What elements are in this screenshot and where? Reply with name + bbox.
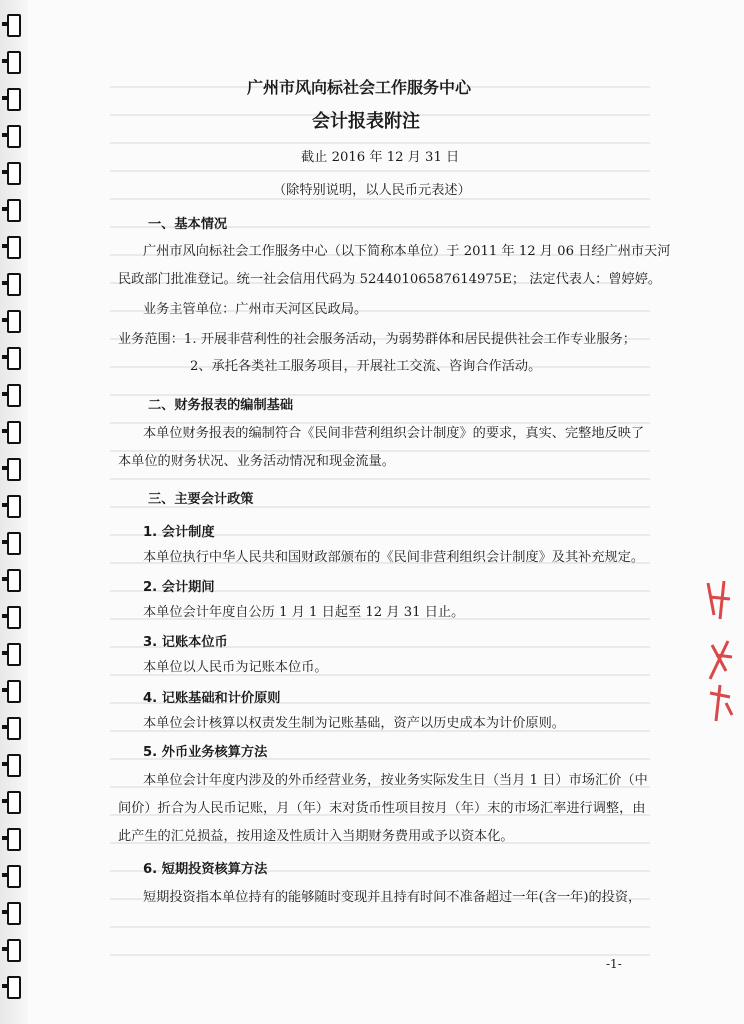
paragraph-line: 本单位的财务状况、业务活动情况和现金流量。 bbox=[118, 454, 395, 469]
red-stamp-mark bbox=[702, 575, 736, 725]
binding-ring bbox=[7, 717, 21, 740]
binding-ring bbox=[7, 495, 21, 518]
binding-ring bbox=[7, 976, 21, 999]
binding-ring bbox=[7, 421, 21, 444]
binding-ring bbox=[7, 458, 21, 481]
subsection-heading: 1. 会计制度 bbox=[143, 525, 215, 540]
binding-ring bbox=[7, 310, 21, 333]
date-line: 截止 2016 年 12 月 31 日 bbox=[301, 150, 460, 165]
binding-ring bbox=[7, 384, 21, 407]
paragraph-line: 本单位以人民币为记账本位币。 bbox=[143, 660, 328, 675]
org-name: 广州市风向标社会工作服务中心 bbox=[247, 78, 472, 97]
binding-ring bbox=[7, 273, 21, 296]
binding-ring bbox=[7, 88, 21, 111]
binding-ring bbox=[7, 347, 21, 370]
binding-ring bbox=[7, 828, 21, 851]
binding-ring bbox=[7, 865, 21, 888]
subsection-heading: 2. 会计期间 bbox=[143, 580, 215, 595]
paragraph-line: 2、承托各类社工服务项目，开展社工交流、咨询合作活动。 bbox=[190, 359, 542, 374]
doc-title: 会计报表附注 bbox=[312, 111, 420, 132]
paragraph-line: 业务范围：1. 开展非营利性的社会服务活动，为弱势群体和居民提供社会工作专业服务； bbox=[118, 332, 636, 347]
paragraph-line: 此产生的汇兑损益，按用途及性质计入当期财务费用或予以资本化。 bbox=[118, 829, 514, 844]
currency-note: （除特别说明，以人民币元表述） bbox=[273, 183, 471, 198]
section-heading: 二、财务报表的编制基础 bbox=[148, 398, 294, 413]
binding-ring bbox=[7, 680, 21, 703]
binding-ring bbox=[7, 532, 21, 555]
paragraph-line: 业务主管单位：广州市天河区民政局。 bbox=[143, 302, 368, 317]
paragraph-line: 本单位会计年度自公历 1 月 1 日起至 12 月 31 日止。 bbox=[143, 605, 465, 620]
binding-ring bbox=[7, 569, 21, 592]
paragraph-line: 广州市风向标社会工作服务中心（以下简称本单位）于 2011 年 12 月 06 日经广州市天河 bbox=[143, 244, 671, 259]
binding-ring bbox=[7, 14, 21, 37]
section-heading: 三、主要会计政策 bbox=[148, 492, 254, 507]
binding-ring bbox=[7, 606, 21, 629]
binding-ring bbox=[7, 236, 21, 259]
spiral-binding bbox=[0, 0, 28, 1024]
subsection-heading: 6. 短期投资核算方法 bbox=[143, 862, 268, 877]
paragraph-line: 本单位执行中华人民共和国财政部颁布的《民间非营利组织会计制度》及其补充规定。 bbox=[143, 550, 645, 565]
page-number: -1- bbox=[606, 957, 622, 971]
binding-ring bbox=[7, 51, 21, 74]
binding-ring bbox=[7, 162, 21, 185]
binding-ring bbox=[7, 643, 21, 666]
subsection-heading: 4. 记账基础和计价原则 bbox=[143, 691, 281, 706]
binding-ring bbox=[7, 791, 21, 814]
subsection-heading: 5. 外币业务核算方法 bbox=[143, 745, 268, 760]
paragraph-line: 短期投资指本单位持有的能够随时变现并且持有时间不准备超过一年(含一年)的投资， bbox=[143, 890, 642, 905]
paragraph-line: 本单位财务报表的编制符合《民间非营利组织会计制度》的要求，真实、完整地反映了 bbox=[143, 426, 645, 441]
section-heading: 一、基本情况 bbox=[148, 217, 228, 232]
subsection-heading: 3. 记账本位币 bbox=[143, 635, 228, 650]
binding-ring bbox=[7, 125, 21, 148]
paragraph-line: 间价）折合为人民币记账，月（年）末对货币性项目按月（年）末的市场汇率进行调整，由 bbox=[118, 801, 646, 816]
binding-ring bbox=[7, 902, 21, 925]
paragraph-line: 本单位会计核算以权责发生制为记账基础，资产以历史成本为计价原则。 bbox=[143, 716, 565, 731]
binding-ring bbox=[7, 199, 21, 222]
paragraph-line: 民政部门批准登记。统一社会信用代码为 52440106587614975E； 法定代表人：曾婷婷。 bbox=[118, 272, 662, 287]
binding-ring bbox=[7, 754, 21, 777]
binding-ring bbox=[7, 939, 21, 962]
paragraph-line: 本单位会计年度内涉及的外币经营业务，按业务实际发生日（当月 1 日）市场汇价（中 bbox=[143, 773, 648, 788]
